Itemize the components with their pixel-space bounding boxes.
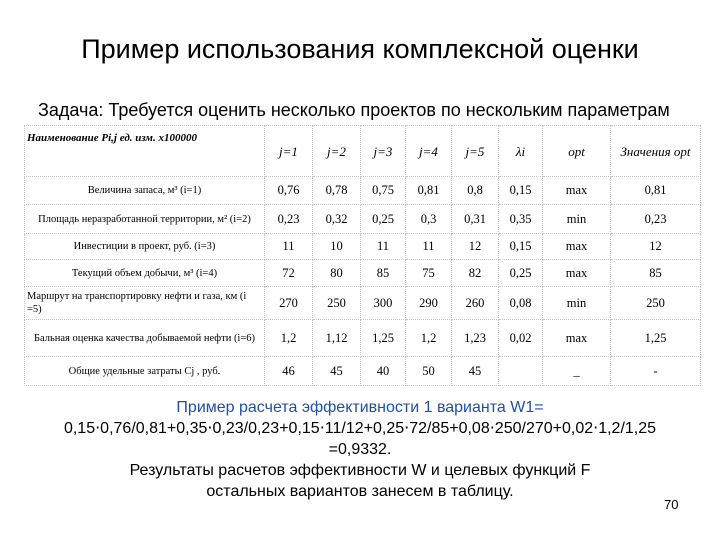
row-name: Общие удельные затраты Cj , руб. [25,357,265,386]
table-cell: max [543,260,611,287]
results-text-line2: остальных вариантов занесем в таблицу. [206,483,514,500]
table-row [25,357,701,386]
header-col-opt: opt [543,126,611,177]
header-col-opt-values: Значения opt [611,126,701,177]
table-cell: 12 [611,234,701,260]
row-name: Инвестиции в проект, руб. (i=3) [25,234,265,260]
table-cell: max [543,320,611,357]
table-cell: 1,23 [452,320,499,357]
table-cell: 40 [361,357,406,386]
table-cell: 85 [611,260,701,287]
row-name: Величина запаса, м³ (i=1) [25,177,265,205]
table-cell: 80 [313,260,361,287]
table-cell: 0,35 [499,205,543,234]
table-cell: 0,81 [611,177,701,205]
table-cell: 1,25 [361,320,406,357]
row-name: Маршрут на транспортировку нефти и газа, км (i =5) [25,287,265,320]
table-cell: 250 [611,287,701,320]
table-row [25,234,701,260]
table-cell: 300 [361,287,406,320]
header-col: j=5 [452,126,499,177]
table-cell: 0,25 [499,260,543,287]
table-cell: 1,2 [406,320,452,357]
table-cell: max [543,177,611,205]
table-cell: 72 [265,260,313,287]
table-cell: 0,23 [265,205,313,234]
table-cell: 1,2 [265,320,313,357]
table-row [25,287,701,320]
table-cell: 0,76 [265,177,313,205]
table-cell: 260 [452,287,499,320]
table-cell: 82 [452,260,499,287]
table-cell: 11 [406,234,452,260]
table-row [25,260,701,287]
table-cell: 46 [265,357,313,386]
page-number: 70 [664,497,679,512]
table-cell: 0,3 [406,205,452,234]
table-cell: 0,78 [313,177,361,205]
table-cell: 12 [452,234,499,260]
table-cell: 0,15 [499,177,543,205]
header-col: j=4 [406,126,452,177]
table-cell: 85 [361,260,406,287]
calc-formula: 0,15⋅0,76/0,81+0,35⋅0,23/0,23+0,15⋅11/12+0,25⋅72/85+0,08⋅250/270+0,02⋅1,2/1,25 [63,420,657,437]
table-cell: 11 [361,234,406,260]
calc-example-title: Пример расчета эффективности 1 варианта W1= [176,399,544,416]
table-cell: 270 [265,287,313,320]
row-name: Текущий объем добычи, м³ (i=4) [25,260,265,287]
table-cell: 50 [406,357,452,386]
table-cell: - [611,357,701,386]
row-name: Бальная оценка качества добываемой нефти (i=6) [25,320,265,357]
table-cell: 0,8 [452,177,499,205]
header-col: j=2 [313,126,361,177]
header-name: Наименование Pi,j ед. изм. х100000 [25,126,265,177]
parameters-table [24,125,701,386]
table-cell: 0,25 [361,205,406,234]
table-cell: 0,15 [499,234,543,260]
table-cell: max [543,234,611,260]
table-cell: 11 [265,234,313,260]
table-cell: min [543,205,611,234]
table-cell: 0,75 [361,177,406,205]
task-statement: Задача: Требуется оценить несколько проектов по нескольким параметрам [38,100,670,120]
calc-result: =0,9332. [328,441,392,458]
table-cell: 45 [313,357,361,386]
table-cell: 0,32 [313,205,361,234]
table-cell: 0,31 [452,205,499,234]
table-cell: 0,81 [406,177,452,205]
table-cell: 1,25 [611,320,701,357]
table-row [25,320,701,357]
table-header-row [25,126,701,177]
table-row [25,205,701,234]
table-cell: 0,08 [499,287,543,320]
row-name: Площадь неразработанной территории, м² (i=2) [25,205,265,234]
header-col-lambda: λi [499,126,543,177]
table-cell [499,357,543,386]
results-text-line1: Результаты расчетов эффективности W и целевых функций F [129,462,591,479]
table-cell: min [543,287,611,320]
table-row [25,177,701,205]
slide-title: Пример использования комплексной оценки [81,34,639,64]
table-cell: 0,02 [499,320,543,357]
table-cell: 290 [406,287,452,320]
table-cell: 45 [452,357,499,386]
table-cell: 250 [313,287,361,320]
table-cell: 10 [313,234,361,260]
table-cell: 75 [406,260,452,287]
table-cell: 1,12 [313,320,361,357]
header-col: j=1 [265,126,313,177]
table-cell: _ [543,357,611,386]
table-cell: 0,23 [611,205,701,234]
header-col: j=3 [361,126,406,177]
